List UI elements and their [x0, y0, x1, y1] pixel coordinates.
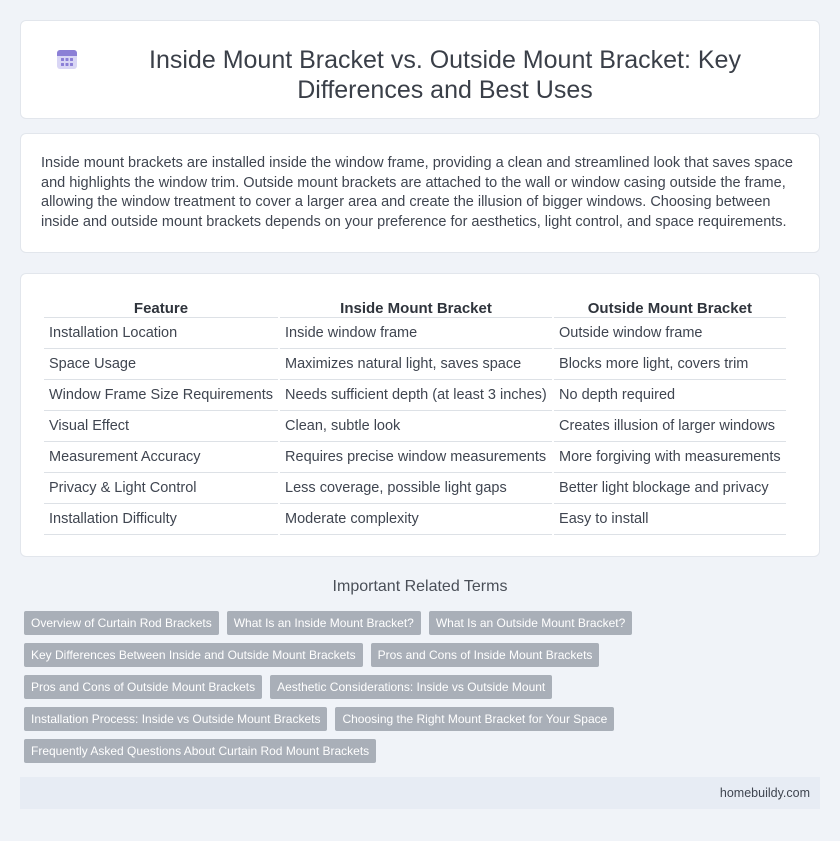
- related-term-link[interactable]: Overview of Curtain Rod Brackets: [24, 611, 219, 635]
- table-cell: Visual Effect: [44, 411, 278, 442]
- related-term-link[interactable]: What Is an Inside Mount Bracket?: [227, 611, 421, 635]
- tag-row: [24, 675, 644, 699]
- header-outside-mount: Outside Mount Bracket: [554, 296, 786, 318]
- header-feature: Feature: [44, 296, 278, 318]
- header-inside-mount: Inside Mount Bracket: [280, 296, 552, 318]
- table-cell: Blocks more light, covers trim: [554, 349, 786, 380]
- table-cell: Needs sufficient depth (at least 3 inches): [280, 380, 552, 411]
- table-cell: Requires precise window measurements: [280, 442, 552, 473]
- related-terms-heading: Important Related Terms: [332, 578, 508, 595]
- table-cell: Measurement Accuracy: [44, 442, 278, 473]
- table-cell: Easy to install: [554, 504, 786, 535]
- table-row: [44, 318, 786, 349]
- calendar-icon: [55, 47, 79, 71]
- table-cell: Privacy & Light Control: [44, 473, 278, 504]
- footer-site-name: homebuildy.com: [719, 786, 810, 800]
- related-term-link[interactable]: Installation Process: Inside vs Outside Mount Brackets: [24, 707, 327, 731]
- table-cell: Clean, subtle look: [280, 411, 552, 442]
- tag-row: [24, 611, 644, 635]
- table-row: [44, 504, 786, 535]
- related-term-link[interactable]: Frequently Asked Questions About Curtain Rod Mount Brackets: [24, 739, 376, 763]
- table-row: [44, 380, 786, 411]
- tag-row: [24, 739, 644, 763]
- table-cell: Creates illusion of larger windows: [554, 411, 786, 442]
- table-cell: Installation Location: [44, 318, 278, 349]
- related-term-link[interactable]: Key Differences Between Inside and Outside Mount Brackets: [24, 643, 363, 667]
- table-row: [44, 411, 786, 442]
- table-cell: Outside window frame: [554, 318, 786, 349]
- related-term-link[interactable]: Aesthetic Considerations: Inside vs Outside Mount: [270, 675, 552, 699]
- table-cell: No depth required: [554, 380, 786, 411]
- table-row: [44, 473, 786, 504]
- table-cell: Moderate complexity: [280, 504, 552, 535]
- related-term-link[interactable]: Pros and Cons of Outside Mount Brackets: [24, 675, 262, 699]
- table-cell: Maximizes natural light, saves space: [280, 349, 552, 380]
- table-row: [44, 349, 786, 380]
- table-cell: Inside window frame: [280, 318, 552, 349]
- table-cell: Less coverage, possible light gaps: [280, 473, 552, 504]
- table-header-row: [44, 296, 786, 318]
- table-cell: More forgiving with measurements: [554, 442, 786, 473]
- table-row: [44, 442, 786, 473]
- intro-card: [20, 133, 820, 253]
- comparison-table: [42, 296, 788, 535]
- comparison-card: [20, 273, 820, 557]
- related-term-link[interactable]: What Is an Outside Mount Bracket?: [429, 611, 632, 635]
- related-term-link[interactable]: Choosing the Right Mount Bracket for Your Space: [335, 707, 614, 731]
- table-cell: Better light blockage and privacy: [554, 473, 786, 504]
- table-cell: Installation Difficulty: [44, 504, 278, 535]
- tag-row: [24, 707, 644, 731]
- page-title: Inside Mount Bracket vs. Outside Mount Bracket: Key Differences and Best Uses: [149, 46, 741, 104]
- related-term-link[interactable]: Pros and Cons of Inside Mount Brackets: [371, 643, 600, 667]
- tag-row: [24, 643, 644, 667]
- table-cell: Window Frame Size Requirements: [44, 380, 278, 411]
- intro-paragraph: Inside mount brackets are installed inside the window frame, providing a clean and streamlined look that saves space and highlights the window trim. Outside mount brackets are attached to the wall or window casing outside the frame, allowing the window treatment to cover a larger area and create the illusion of bigger windows. Choosing between inside and outside mount brackets depends on your preference for aesthetics, light control, and space requirements.: [41, 155, 793, 230]
- header-card: [20, 20, 820, 119]
- related-terms-list: [24, 611, 644, 771]
- footer: [20, 777, 820, 809]
- table-cell: Space Usage: [44, 349, 278, 380]
